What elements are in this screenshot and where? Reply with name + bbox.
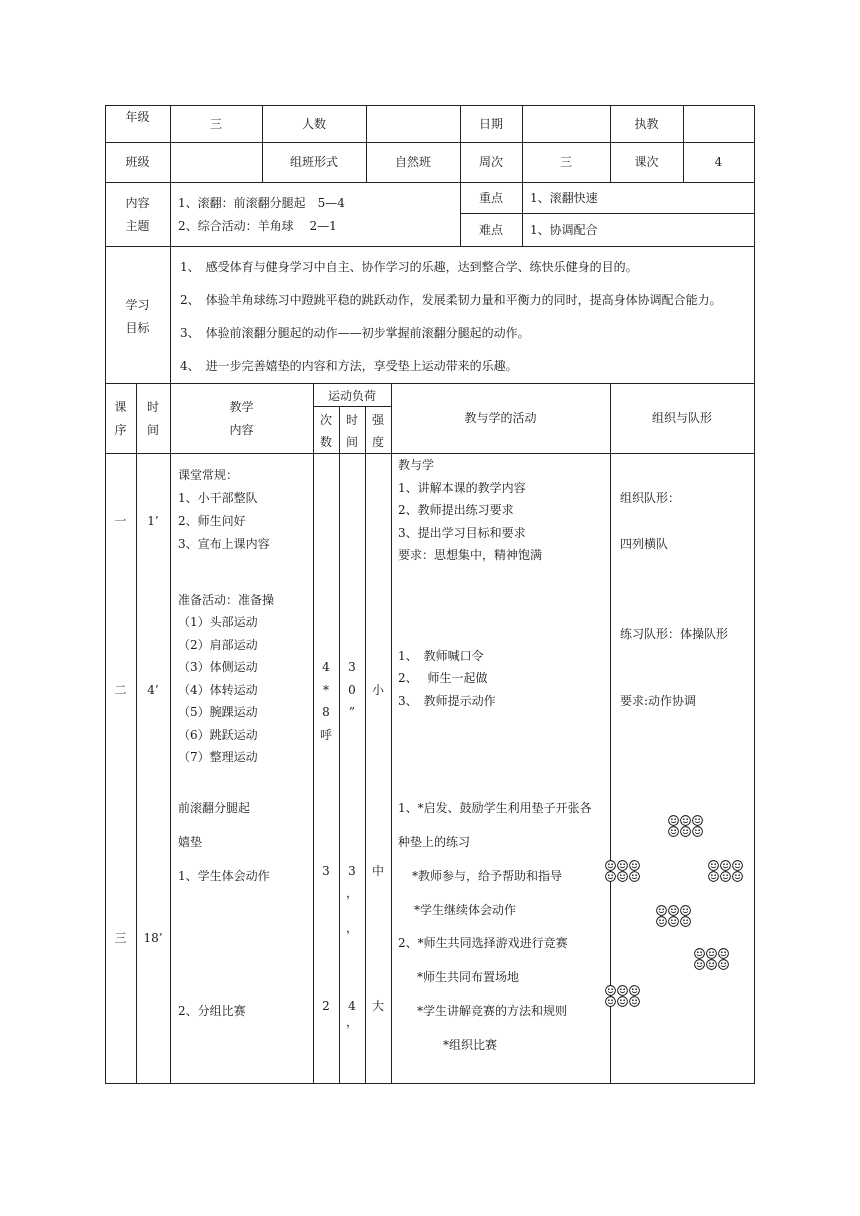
content-line: 前滚翻分腿起 <box>178 801 251 815</box>
smiley-face-icon <box>680 815 691 826</box>
smiley-face-icon <box>680 905 691 916</box>
smiley-face-icon <box>656 905 667 916</box>
smiley-face-icon <box>617 871 628 882</box>
smiley-face-icon <box>720 871 731 882</box>
table-rule <box>170 246 171 384</box>
table-rule <box>754 105 755 1084</box>
content-line: （5）腕踝运动 <box>178 705 258 719</box>
activity-line: 教与学 <box>398 458 435 472</box>
objectives-label: 目标 <box>125 321 150 335</box>
content-line: （6）跳跃运动 <box>178 728 258 742</box>
activity-header: 教与学的活动 <box>464 411 537 425</box>
objective-item: 1、 感受体育与健身学习中自主、协作学习的乐趣，达到整合学、练快乐健身的目的。 <box>180 260 638 274</box>
difficulty-label: 难点 <box>478 223 503 237</box>
part-header: 课 <box>114 400 127 414</box>
smiley-face-icon <box>708 871 719 882</box>
content-line: 2、师生问好 <box>178 514 246 528</box>
organization-header: 组织与队形 <box>651 411 712 425</box>
table-rule <box>610 105 611 183</box>
content-label: 内容 <box>125 196 150 210</box>
activity-line: 3、提出学习目标和要求 <box>398 526 526 540</box>
times-value: 呼 <box>319 728 332 742</box>
content-line: （1）头部运动 <box>178 615 258 629</box>
grade-label: 年级 <box>125 110 150 124</box>
date-label: 日期 <box>478 117 503 131</box>
times-value: 3 <box>322 864 330 878</box>
activity-line: *组织比赛 <box>443 1038 498 1052</box>
intensity-header: 度 <box>371 435 384 449</box>
smiley-face-icon <box>617 860 628 871</box>
times-value: 2 <box>322 999 330 1013</box>
smiley-face-icon <box>605 985 616 996</box>
activity-line: *教师参与，给予帮助和指导 <box>412 869 563 883</box>
duration-value: 3 <box>348 660 356 674</box>
objective-item: 3、 体验前滚翻分腿起的动作——初步掌握前滚翻分腿起的动作。 <box>180 326 530 340</box>
part-time: 4’ <box>147 683 159 697</box>
activity-line: 2、 师生一起做 <box>398 671 488 685</box>
activity-line: 2、教师提出练习要求 <box>398 503 514 517</box>
table-rule <box>136 383 137 1084</box>
table-rule <box>683 105 684 183</box>
table-rule <box>105 246 755 247</box>
content-label: 主题 <box>125 219 150 233</box>
smiley-face-icon <box>706 948 717 959</box>
content-line: 准备活动：准备操 <box>178 593 275 607</box>
objective-item: 4、 进一步完善嬉垫的内容和方法，享受垫上运动带来的乐趣。 <box>180 359 518 373</box>
smiley-face-icon <box>720 860 731 871</box>
content-line: 1、小干部整队 <box>178 491 258 505</box>
smiley-face-icon <box>680 826 691 837</box>
duration-value: 3 <box>348 864 356 878</box>
smiley-face-icon <box>605 860 616 871</box>
lesson-label: 课次 <box>634 155 659 169</box>
smiley-face-icon <box>605 871 616 882</box>
objective-item: 2、 体验羊角球练习中蹬跳平稳的跳跃动作，发展柔韧力量和平衡力的同时，提高身体协调配合能力。 <box>180 293 722 307</box>
activity-line: 3、 教师提示动作 <box>398 694 496 708</box>
duration-value: 4 <box>348 999 356 1013</box>
organization-line: 组织队形： <box>620 491 681 505</box>
week-label: 周次 <box>478 155 503 169</box>
table-rule <box>105 105 755 106</box>
table-rule <box>366 105 367 183</box>
smiley-face-icon <box>718 959 729 970</box>
part-number: 三 <box>114 931 127 945</box>
time-header: 时 <box>146 400 159 414</box>
smiley-face-icon <box>668 905 679 916</box>
content-header: 教学 <box>229 400 254 414</box>
times-value: * <box>323 683 329 697</box>
content-line: （2）肩部运动 <box>178 638 258 652</box>
organization-line: 四列横队 <box>620 537 669 551</box>
intensity-value: 小 <box>371 683 384 697</box>
class-label: 班级 <box>125 155 150 169</box>
table-rule <box>170 383 171 1084</box>
table-rule <box>105 383 755 384</box>
duration-value: ， <box>345 1015 358 1029</box>
organization-line: 练习队形：体操队形 <box>620 627 729 641</box>
part-time: 18’ <box>143 931 163 945</box>
smiley-face-icon <box>692 815 703 826</box>
smiley-face-icon <box>706 959 717 970</box>
table-rule <box>105 142 755 143</box>
content-line: （4）体转运动 <box>178 683 258 697</box>
table-rule <box>105 1083 755 1084</box>
intensity-value: 中 <box>371 864 384 878</box>
smiley-face-icon <box>668 916 679 927</box>
smiley-face-icon <box>605 996 616 1007</box>
load-header: 运动负荷 <box>327 389 376 403</box>
smiley-face-icon <box>680 916 691 927</box>
duration-header: 间 <box>345 435 358 449</box>
part-header: 序 <box>114 423 127 437</box>
activity-line: *学生讲解竞赛的方法和规则 <box>417 1004 568 1018</box>
count-label: 人数 <box>301 117 326 131</box>
content-line: 1、学生体会动作 <box>178 869 270 883</box>
smiley-face-icon <box>617 985 628 996</box>
smiley-face-icon <box>692 826 703 837</box>
smiley-face-icon <box>629 996 640 1007</box>
activity-line: *师生共同布置场地 <box>417 970 520 984</box>
intensity-header: 强 <box>371 413 384 427</box>
table-rule <box>365 406 366 1084</box>
duration-value: ， <box>345 921 358 935</box>
content-line: （7）整理运动 <box>178 750 258 764</box>
table-rule <box>262 105 263 183</box>
key-point-value: 1、滚翻快速 <box>530 191 598 205</box>
group-form-label: 组班形式 <box>289 155 338 169</box>
table-rule <box>391 383 392 1084</box>
content-line: 嬉垫 <box>178 835 203 849</box>
smiley-face-icon <box>656 916 667 927</box>
key-point-label: 重点 <box>478 191 503 205</box>
organization-line: 要求:动作协调 <box>620 694 697 708</box>
smiley-face-icon <box>732 860 743 871</box>
part-number: 二 <box>114 683 127 697</box>
duration-value: ” <box>348 705 356 719</box>
table-rule <box>610 383 611 1084</box>
duration-value: ， <box>345 886 358 900</box>
content-header: 内容 <box>229 423 254 437</box>
times-value: 4 <box>322 660 330 674</box>
smiley-face-icon <box>629 985 640 996</box>
content-item: 1、滚翻：前滚翻分腿起 5—4 <box>178 196 345 210</box>
smiley-face-icon <box>617 996 628 1007</box>
content-line: 3、宣布上课内容 <box>178 537 270 551</box>
duration-header: 时 <box>345 413 358 427</box>
difficulty-value: 1、协调配合 <box>530 223 598 237</box>
smiley-face-icon <box>694 959 705 970</box>
table-rule <box>313 406 391 407</box>
lesson-value: 4 <box>714 155 723 169</box>
smiley-face-icon <box>694 948 705 959</box>
table-rule <box>105 453 755 454</box>
times-value: 8 <box>322 705 330 719</box>
times-header: 数 <box>319 435 332 449</box>
part-number: 一 <box>114 514 127 528</box>
activity-line: 种垫上的练习 <box>398 835 471 849</box>
week-value: 三 <box>559 155 572 169</box>
activity-line: 要求：思想集中，精神饱满 <box>398 548 543 562</box>
content-line: （3）体侧运动 <box>178 660 258 674</box>
times-header: 次 <box>319 413 332 427</box>
smiley-face-icon <box>629 860 640 871</box>
teacher-label: 执教 <box>634 117 659 131</box>
smiley-face-icon <box>668 815 679 826</box>
table-rule <box>339 406 340 1084</box>
group-form-value: 自然班 <box>394 155 431 169</box>
content-line: 课堂常规： <box>178 468 239 482</box>
duration-value: 0 <box>348 683 356 697</box>
smiley-face-icon <box>718 948 729 959</box>
smiley-face-icon <box>668 826 679 837</box>
table-rule <box>105 182 755 183</box>
activity-line: 1、*启发、鼓励学生利用垫子开张各 <box>398 801 592 815</box>
smiley-face-icon <box>732 871 743 882</box>
table-rule <box>460 213 755 214</box>
grade-value: 三 <box>209 117 222 131</box>
activity-line: 2、*师生共同选择游戏进行竞赛 <box>398 936 568 950</box>
content-item: 2、综合活动：羊角球 2—1 <box>178 219 337 233</box>
objectives-label: 学习 <box>125 298 150 312</box>
part-time: 1’ <box>147 514 159 528</box>
activity-line: *学生继续体会动作 <box>414 903 517 917</box>
activity-line: 1、讲解本课的教学内容 <box>398 481 526 495</box>
content-line: 2、分组比赛 <box>178 1004 246 1018</box>
smiley-face-icon <box>708 860 719 871</box>
smiley-face-icon <box>629 871 640 882</box>
time-header: 间 <box>146 423 159 437</box>
activity-line: 1、 教师喊口令 <box>398 649 484 663</box>
intensity-value: 大 <box>371 999 384 1013</box>
table-rule <box>522 105 523 247</box>
